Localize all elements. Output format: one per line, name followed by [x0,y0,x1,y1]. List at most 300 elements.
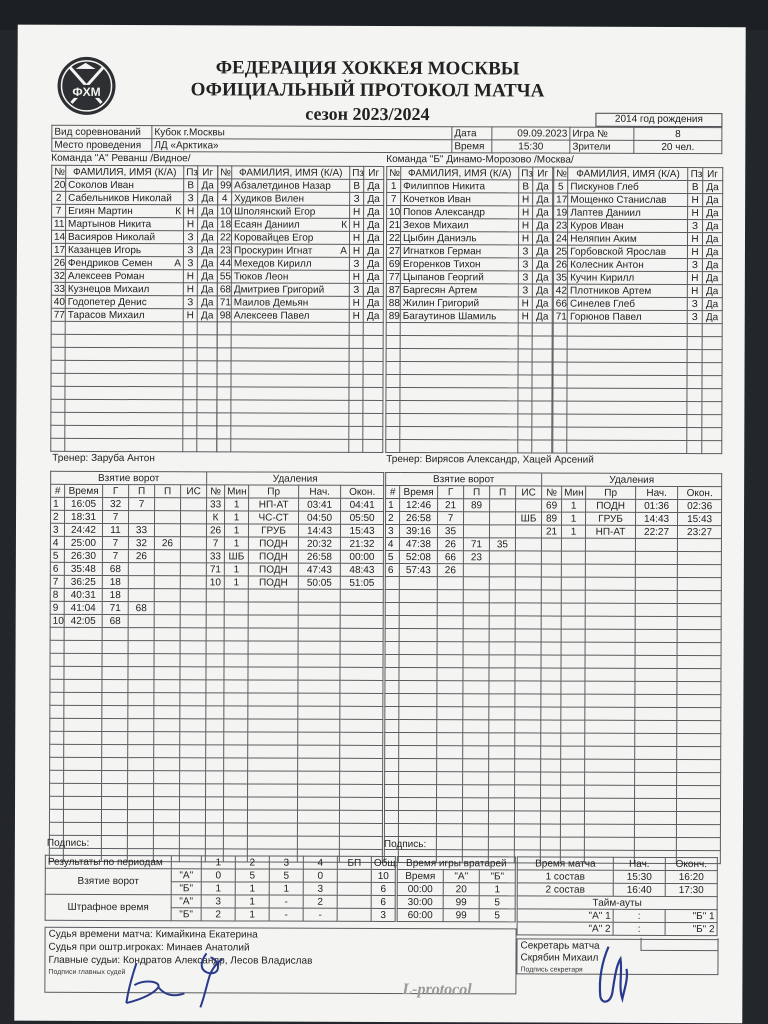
player-name [231,231,349,244]
player-played: Да [364,179,384,192]
player-position: В [688,181,702,194]
player-played: Да [702,220,722,233]
player-played: Да [532,232,552,245]
goal-cell: 11 [102,523,128,536]
goal-cell: 7 [438,512,464,525]
goalie-title: Время игры вратарей [397,857,515,870]
player-name-text: Синелев Глеб [570,298,635,310]
event-row [385,797,721,811]
goal-cell: 1 [51,497,65,510]
penalty-col-header: Окон. [678,486,722,499]
goal-cell [489,551,515,564]
results-title: Результаты по периодам [45,855,171,868]
roster-row [553,336,722,350]
penalty-col-header: № [207,485,225,498]
player-played: Да [363,257,383,270]
team-a-roster-right [216,165,384,453]
player-name-text: Мартынов Никита [68,218,152,230]
player-name [65,256,183,269]
goal-cell: 26:58 [400,512,438,525]
player-name-text: Годопетер Денис [67,296,147,308]
player-number: 1 [387,179,401,192]
event-row [50,627,383,641]
goal-cell: 24:42 [64,523,102,536]
roster-row [51,360,217,374]
roster-row [387,192,553,206]
goal-cell: 41:04 [64,601,102,614]
player-name-text: Тюков Леон [233,270,289,283]
player-name-text: Соколов Иван [68,179,134,191]
player-name [65,269,183,282]
roster-row [553,284,722,298]
roster-row [386,322,552,336]
player-played: Да [702,272,722,285]
penalty-cell: 89 [542,512,562,525]
player-played: Да [197,296,217,309]
roster-row [553,232,722,246]
player-played: Да [364,218,384,231]
player-role: К [341,219,348,231]
player-name-text: Пискунов Глеб [570,181,639,193]
penalty-col-header: Нач. [299,485,341,498]
player-number: 22 [217,231,231,244]
player-name-text: Худиков Вилен [234,192,305,205]
player-name [65,243,183,256]
player-played: Да [363,283,383,296]
goal-cell [180,524,206,537]
event-row [385,706,721,720]
roster-row [217,270,383,284]
player-played: Да [533,206,553,219]
roster-row [52,191,218,205]
player-name [568,297,688,310]
event-row [385,563,721,577]
spectators-label: Зрители [570,140,634,153]
event-row [385,576,721,590]
player-played: Да [197,231,217,244]
main-referees: Главные судьи: Кондратов Александр, Лесов Владислав [48,954,313,967]
goal-cell [489,525,515,538]
goal-cell [155,511,181,524]
goal-cell [180,589,206,602]
player-name [65,295,183,308]
main-referees-signature-label: Подписи главных судей [48,968,126,977]
goalie-time-table: Время игры вратарей Время "А" "Б" 00:00 20 1 30:00 99 5 60:00 99 5 [397,856,516,922]
col-name: ФАМИЛИЯ, ИМЯ (К/А) [401,167,519,180]
team-b-roster-right [552,167,723,455]
roster-row [554,219,723,233]
player-number: 87 [386,283,400,296]
penalty-cell: 21:32 [340,537,383,550]
player-name-text: Алексеев Павел [233,309,310,322]
player-number: 66 [553,297,567,310]
penalty-cell: ШБ [224,550,248,563]
player-name [568,245,688,258]
player-name [66,191,184,204]
player-name-text: Кузнецов Михаил [67,283,150,295]
roster-row [386,309,552,323]
player-played: Да [364,192,384,205]
federation-title: ФЕДЕРАЦИЯ ХОККЕЯ МОСКВЫ [215,57,520,80]
roster-row [386,374,552,388]
penalty-cell: 71 [206,563,224,576]
col-played: Иг [533,167,553,180]
protocol-title: ОФИЦИАЛЬНЫЙ ПРОТОКОЛ МАТЧА [190,79,545,102]
player-number: 4 [218,192,232,205]
penalty-cell: 01:36 [636,499,678,512]
player-number: 26 [51,256,65,269]
penalty-cell: 33 [207,498,225,511]
event-row [385,680,721,694]
event-row [50,640,383,654]
roster-row [386,400,552,414]
player-number: 25 [553,245,567,258]
player-played: Да [532,271,552,284]
secretary-signature-label: Подпись секретаря [520,966,583,974]
goal-cell: 18 [102,575,128,588]
penalty-cell: 1 [225,511,249,524]
secretary-name: Скрябин Михаил [520,952,599,964]
player-name [400,245,518,258]
roster-row [553,258,722,272]
col-pos: Пз [350,166,364,179]
player-name [401,180,519,193]
goal-col-header: Время [65,484,103,497]
event-row [385,628,721,642]
player-played: Да [702,194,722,207]
player-played: Да [198,192,218,205]
time-label: Время [452,140,492,153]
event-row [385,693,721,707]
player-position: З [183,257,197,270]
fhm-logo [55,55,117,117]
goal-col-header: П [490,486,516,499]
player-name [66,204,184,217]
penalty-cell: 23:27 [678,525,722,538]
event-row [50,692,383,706]
player-number: 69 [386,257,400,270]
player-number: 42 [553,284,567,297]
player-number: 88 [386,296,400,309]
roster-row [51,386,217,400]
period-results-table: Результаты по периодам 1 2 3 4 БП Общ. Взятие ворот "А" 0 5 5 0 10 "Б" 1 1 1 3 6 Штрафное время "А" 3 1 - 2 6 "Б" 2 1 - - 3 [45,855,396,922]
goal-cell: 7 [50,575,64,588]
team-b-signature-label: Подпись: [383,838,427,851]
goal-cell: 68 [102,562,128,575]
roster-row [217,374,383,388]
player-played: Да [533,193,553,206]
player-name [568,284,688,297]
penalty-cell: 69 [542,499,562,512]
player-number: 55 [217,270,231,283]
player-position: В [350,179,364,192]
player-name-text: Абзалетдинов Назар [234,179,331,192]
goal-cell: 26 [154,537,180,550]
player-position: З [518,258,532,271]
goal-cell [515,525,541,538]
event-row [50,796,383,810]
penalty-cell: ГРУБ [249,524,299,537]
player-position: Н [184,205,198,218]
player-name-text: Мощенко Станислав [570,194,667,206]
player-name-text: Казанцев Игорь [67,244,142,256]
player-played: Да [702,181,722,194]
penalty-cell: 26:58 [298,550,340,563]
penalty-cell: 50:05 [298,576,340,589]
player-position: Н [349,296,363,309]
goal-cell: 16:05 [65,497,103,510]
player-played: Да [197,257,217,270]
penalty-cell: 33 [206,550,224,563]
goal-cell: 26 [437,538,463,551]
goal-cell [180,537,206,550]
roster-row [386,296,552,310]
event-row [50,536,383,550]
player-played: Да [197,244,217,257]
player-position: З [350,192,364,205]
player-number: 23 [554,219,568,232]
goal-cell: 32 [103,497,129,510]
team-a-signature-label: Подпись: [46,837,90,849]
player-name-text: Егиян Мартин [68,205,133,217]
penalty-cell: 26 [207,524,225,537]
goals-label: Взятие ворот [45,868,171,894]
penalty-cell: 22:27 [636,525,678,538]
goal-cell: 5 [50,549,64,562]
player-position: Н [518,310,532,323]
event-row [50,744,383,758]
player-name [66,178,184,191]
roster-row [217,400,383,414]
player-name-text: Зехов Михаил [403,219,469,231]
goal-cell [154,589,180,602]
roster-row [553,388,722,402]
event-row [50,562,383,576]
penalty-cell: 15:43 [678,512,722,525]
roster-row [554,180,723,194]
roster-row [553,414,722,428]
player-name-text: Баргесян Артем [402,284,478,296]
col-name: ФАМИЛИЯ, ИМЯ (К/А) [66,165,184,178]
goal-cell: 26 [437,564,463,577]
goal-cell: 21 [438,499,464,512]
player-number: 21 [387,218,401,231]
event-row [49,835,382,849]
event-row [386,511,722,525]
goal-cell: 10 [50,614,64,627]
event-row [385,771,721,785]
event-row [384,823,720,837]
player-name-text: Плотников Артем [570,285,652,297]
roster-row [386,426,552,440]
player-number: 68 [217,283,231,296]
roster-row [553,323,722,337]
goal-cell [515,538,541,551]
player-position: Н [183,283,197,296]
event-row [50,549,383,563]
event-row [51,497,384,511]
roster-row [51,334,217,348]
goal-cell [463,525,489,538]
player-number: 22 [386,231,400,244]
player-name [231,296,349,309]
roster-row [217,387,383,401]
goal-cell: 7 [102,549,128,562]
event-row [385,654,721,668]
player-name-text: Шполянский Егор [234,205,316,218]
roster-row [217,426,383,440]
player-position: Н [518,297,532,310]
player-played: Да [702,259,722,272]
penalty-cell: 14:43 [299,524,341,537]
birth-year: 2014 год рождения [595,113,722,127]
team-b-title: Команда "Б" Динамо-Морозово /Москва/ [386,153,574,166]
protocol-sheet [14,25,745,1024]
penalty-col-header: Мин [225,485,249,498]
player-played: Да [197,309,217,322]
event-row [385,615,721,629]
player-position: Н [350,205,364,218]
player-number: 98 [217,309,231,322]
penalty-cell: 47:43 [298,563,340,576]
roster-row [386,270,552,284]
event-row [50,783,383,797]
roster-row [217,322,383,336]
player-name-text: Фендриков Семен [67,257,153,269]
player-position: З [183,244,197,257]
player-number: 32 [51,269,65,282]
penalty-col-header: Окон. [341,485,384,498]
roster-row [217,335,383,349]
col-pos: Пз [688,168,702,181]
penalty-cell: 1 [225,524,249,537]
goal-cell [489,564,515,577]
roster-row [386,283,552,297]
roster-row [51,373,217,387]
goal-cell [181,498,207,511]
player-position: З [518,271,532,284]
team-a-roster-left [50,165,218,453]
roster-row [51,256,217,270]
roster-row [51,412,217,426]
roster-row [553,427,722,441]
player-position: Н [349,244,363,257]
penalty-cell: 04:50 [299,511,341,524]
player-name-text: Васияров Николай [67,231,156,243]
player-position: З [688,311,702,324]
l-protocol-brand: L-protocol [402,981,472,999]
goal-cell [181,511,207,524]
player-position: Н [519,206,533,219]
player-name [400,284,518,297]
penalty-cell: 1 [224,576,248,589]
player-number: 5 [554,180,568,193]
goal-cell: 39:16 [399,525,437,538]
roster-row [554,206,723,220]
player-name-text: Куров Иван [570,220,624,232]
player-name [232,192,350,205]
goal-cell: 66 [437,551,463,564]
col-pos: Пз [519,167,533,180]
event-row [386,498,722,512]
player-played: Да [363,231,383,244]
goal-col-header: П [464,486,490,499]
roster-row [553,362,722,376]
penalty-judge: Судья при оштр.игроках: Минаев Анатолий [48,941,250,954]
goal-cell: 33 [128,524,154,537]
player-position: Н [688,194,702,207]
penalty-cell: 10 [206,576,224,589]
roster-row [217,439,383,453]
player-position: З [183,231,197,244]
goal-cell [154,524,180,537]
goal-cell [128,576,154,589]
player-name-text: Неляпин Аким [570,233,637,245]
player-name [400,258,518,271]
goal-cell: 9 [50,601,64,614]
player-played: Да [198,179,218,192]
roster-row [52,178,218,192]
player-name [65,282,183,295]
roster-row [553,297,722,311]
player-name-text: Кочетков Иван [403,193,471,205]
player-played: Да [702,207,722,220]
penalty-col-header: Пр [586,486,636,499]
penalty-cell: 02:36 [678,499,722,512]
player-played: Да [198,218,218,231]
penalties-section-title: Удаления [542,473,722,487]
event-row [384,810,720,824]
roster-row [217,348,383,362]
date-value: 09.09.2023 [492,127,570,140]
player-name-text: Дмитриев Григорий [233,283,325,296]
logo-text: ФХМ [72,84,101,99]
player-position: Н [688,246,702,259]
col-played: Иг [364,166,384,179]
player-position: Н [349,309,363,322]
goal-cell: ШБ [516,512,542,525]
goal-cell [128,563,154,576]
roster-row [217,413,383,427]
goal-cell [515,551,541,564]
penalty-col-header: № [542,486,562,499]
roster-row [553,349,722,363]
player-position: Н [688,207,702,220]
goal-cell: 4 [385,537,399,550]
roster-row [218,205,384,219]
roster-row [386,244,552,258]
goal-col-header: Г [438,486,464,499]
goal-cell: 42:05 [64,614,102,627]
player-number: 23 [217,244,231,257]
roster-row [51,438,217,452]
player-number: 17 [51,243,65,256]
goal-cell: 3 [50,523,64,536]
goal-cell [180,550,206,563]
goals-section-title: Взятие ворот [51,471,207,485]
goal-cell [180,602,206,615]
player-name-text: Есаян Даниил [234,218,300,231]
event-row [385,537,721,551]
event-row [385,524,721,538]
player-name-text: Алексеев Роман [67,270,145,282]
player-played: Да [702,233,722,246]
penalty-col-header: Пр [249,485,299,498]
player-name [568,193,688,206]
player-name-text: Цыбин Даниэль [402,232,477,244]
player-name-text: Игнатков Герман [402,245,482,257]
player-name-text: Проскурин Игнат [233,244,313,257]
